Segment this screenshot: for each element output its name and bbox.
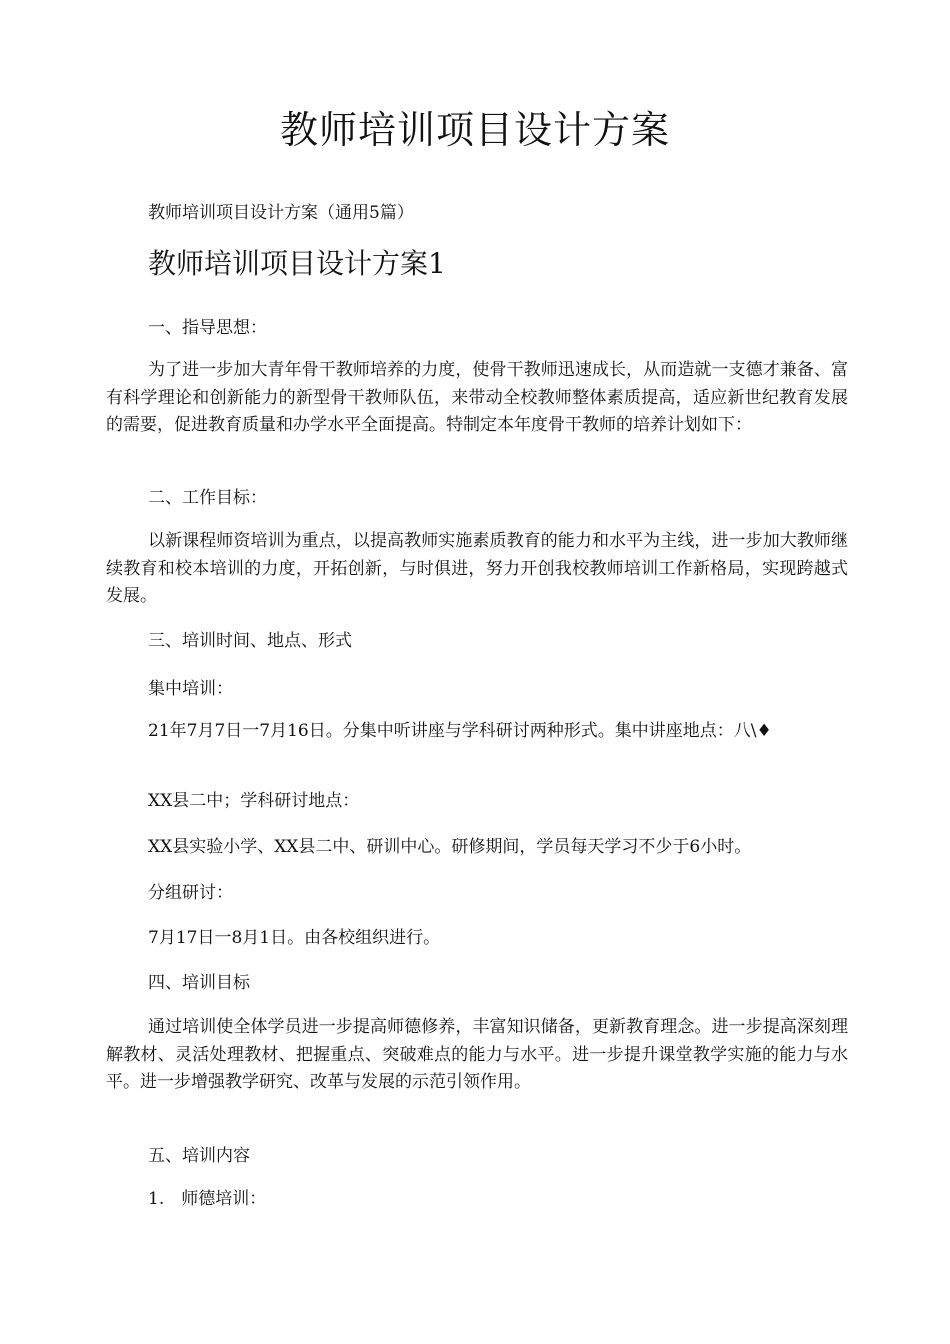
document-subtitle: 教师培训项目设计方案（通用5篇） bbox=[148, 203, 414, 223]
heading-guiding-ideology: 一、指导思想： bbox=[148, 318, 267, 338]
section-heading: 教师培训项目设计方案1 bbox=[148, 247, 446, 280]
line-group-schedule: 7月17日一8月1日。由各校组织进行。 bbox=[148, 928, 441, 948]
heading-work-goals: 二、工作目标： bbox=[148, 488, 267, 508]
heading-training-content: 五、培训内容 bbox=[148, 1146, 250, 1166]
document-title: 教师培训项目设计方案 bbox=[279, 108, 670, 152]
line-county-school: XX县二中；学科研讨地点： bbox=[148, 791, 360, 811]
line-research-locations: XX县实验小学、XX县二中、研训中心。研修期间，学员每天学习不少于6小时。 bbox=[148, 837, 752, 857]
paragraph-training-objectives: 通过培训使全体学员进一步提高师德修养，丰富知识储备，更新教育理念。进一步提高深刻理解教材、灵活处理教材、把握重点、突破难点的能力与水平。进一步提升课堂教学实施的能力与水平。进一步增强教学研究、改革与发展的示范引领作用。 bbox=[106, 1017, 848, 1092]
list-item-ethics-training: 1. 师德培训： bbox=[148, 1189, 267, 1209]
paragraph-centralized-schedule: 21年7月7日一7月16日。分集中听讲座与学科研讨两种形式。集中讲座地点：八\♦ bbox=[148, 721, 772, 741]
paragraph-work-goals: 以新课程师资培训为重点，以提高教师实施素质教育的能力和水平为主线，进一步加大教师继续教育和校本培训的力度，开拓创新，与时俱进，努力开创我校教师培训工作新格局，实现跨越式发展。 bbox=[106, 531, 848, 606]
paragraph-guiding-ideology: 为了进一步加大青年骨干教师培养的力度，使骨干教师迅速成长，从而造就一支德才兼备、富有科学理论和创新能力的新型骨干教师队伍，来带动全校教师整体素质提高，适应新世纪教育发展的需要，促进教育质量和办学水平全面提高。特制定本年度骨干教师的培养计划如下： bbox=[106, 360, 848, 435]
heading-time-place-form: 三、培训时间、地点、形式 bbox=[148, 631, 352, 651]
heading-training-objectives: 四、培训目标 bbox=[148, 973, 250, 993]
label-centralized-training: 集中培训： bbox=[148, 679, 233, 699]
label-group-discussion: 分组研讨： bbox=[148, 883, 233, 903]
